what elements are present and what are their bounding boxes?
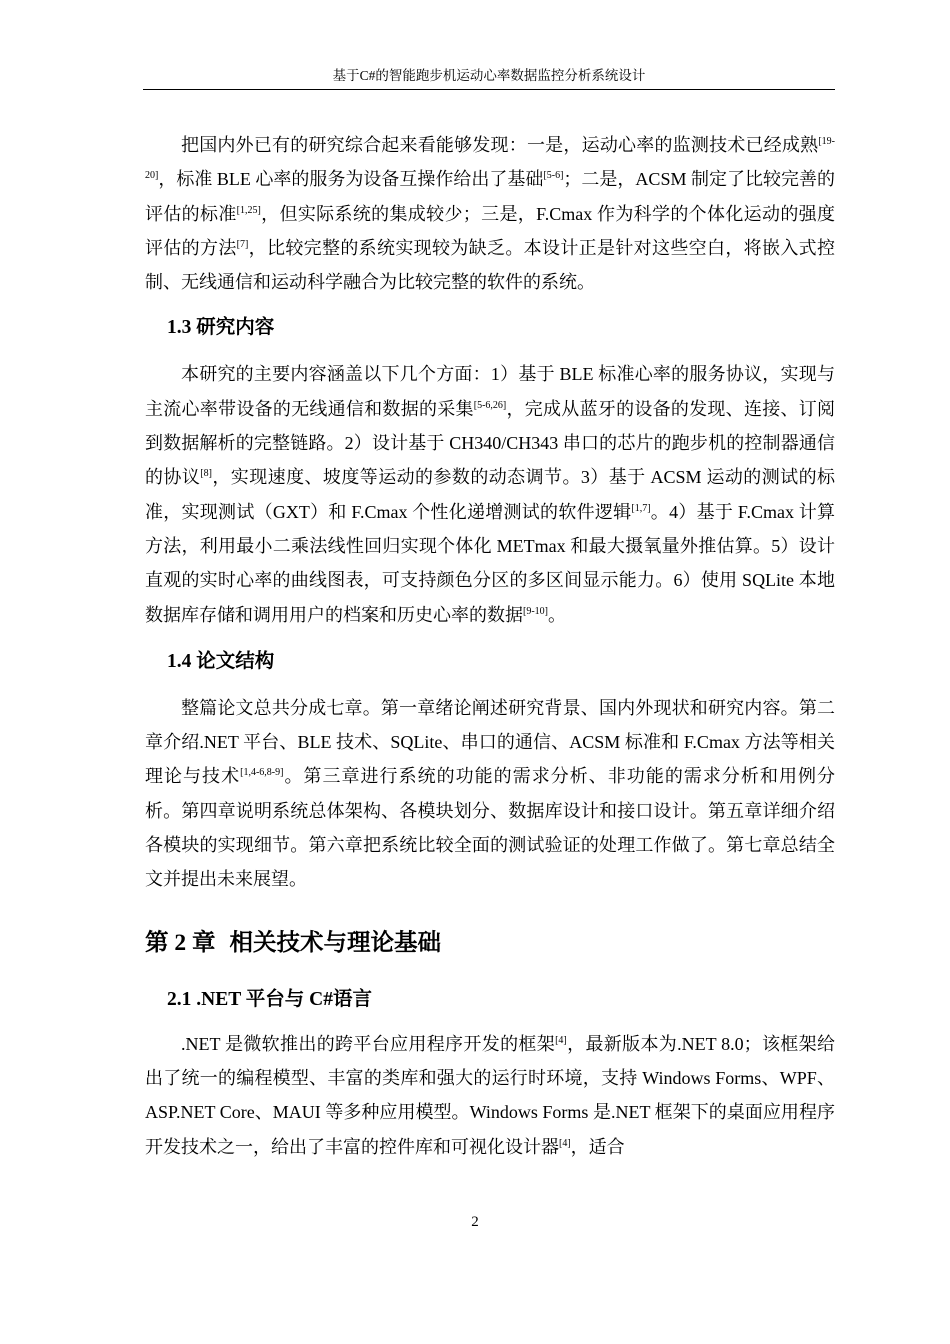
citation: [7] bbox=[236, 238, 249, 250]
chapter-title: 相关技术与理论基础 bbox=[229, 929, 441, 956]
citation: [1,7] bbox=[631, 502, 651, 514]
paragraph-research-content: 本研究的主要内容涵盖以下几个方面：1）基于 BLE 标准心率的服务协议，实现与主流心率带设备的无线通信和数据的采集[5-6,26]，完成从蓝牙的设备的发现、连接、订阅到数据解析的完整链路。2）设计基于 CH340/CH343 串口的芯片的跑步机的控制器通信的协议[8]，实现速度、坡度等运动的参数的动态调节。3）基于 ACSM 运动的测试的标准，实现测试（GXT）和 F.Cmax 个性化递增测试的软件逻辑[1,7]。4）基于 F.Cmax 计算方法，利用最小二乘法线性回归实现个体化 METmax 和最大摄氧量外推估算。5）设计直观的实时心率的曲线图表，可支持颜色分区的多区间显示能力。6）使用 SQLite 本地数据库存储和调用用户的档案和历史心率的数据[9-10]。 bbox=[145, 364, 835, 625]
paragraph-dotnet-platform: .NET 是微软推出的跨平台应用程序开发的框架[4]，最新版本为.NET 8.0；该框架给出了统一的编程模型、丰富的类库和强大的运行时环境，支持 Windows Forms、WPF、ASP.NET Core、MAUI 等多种应用模型。Windows Forms 是.NET 框架下的桌面应用程序开发技术之一，给出了丰富的控件库和可视化设计器[4]，适合 bbox=[145, 1033, 835, 1157]
paragraph-research-summary: 把国内外已有的研究综合起来看能够发现：一是，运动心率的监测技术已经成熟[19-20]，标准 BLE 心率的服务为设备互操作给出了基础[5-6]；二是，ACSM 制定了比较完善的评估的标准[1,25]，但实际系统的集成较少；三是，F.Cmax 作为科学的个体化运动的强度评估的方法[7]，比较完整的系统实现较为缺乏。本设计正是针对这些空白，将嵌入式控制、无线通信和运动科学融合为比较完整的软件的系统。 bbox=[145, 135, 836, 293]
citation: [19-20] bbox=[145, 136, 835, 182]
section-heading-2-1: 2.1 .NET 平台与 C#语言 bbox=[167, 988, 372, 1010]
chapter-number: 第 2 章 bbox=[145, 929, 216, 956]
page-number: 2 bbox=[471, 1214, 479, 1230]
citation: [5-6] bbox=[543, 170, 564, 182]
section-heading-1-3: 1.3 研究内容 bbox=[167, 317, 275, 339]
paragraph-thesis-structure: 整篇论文总共分成七章。第一章绪论阐述研究背景、国内外现状和研究内容。第二章介绍.NET 平台、BLE 技术、SQLite、串口的通信、ACSM 标准和 F.Cmax 方法等相关理论与技术[1,4-6,8-9]。第三章进行系统的功能的需求分析、非功能的需求分析和用例分析。第四章说明系统总体架构、各模块划分、数据库设计和接口设计。第五章详细介绍各模块的实现细节。第六章把系统比较全面的测试验证的处理工作做了。第七章总结全文并提出未来展望。 bbox=[145, 697, 836, 890]
chapter-heading-2 bbox=[145, 923, 835, 963]
citation: [4] bbox=[555, 1034, 567, 1046]
citation: [8] bbox=[200, 468, 212, 480]
citation: [1,4-6,8-9] bbox=[240, 767, 284, 779]
page-body bbox=[145, 128, 835, 1164]
citation: [5-6,26] bbox=[473, 399, 507, 411]
running-header: 基于C#的智能跑步机运动心率数据监控分析系统设计 bbox=[143, 66, 835, 90]
citation: [9-10] bbox=[523, 605, 548, 617]
citation: [1,25] bbox=[236, 204, 261, 216]
citation: [4] bbox=[559, 1137, 571, 1149]
section-heading-1-4: 1.4 论文结构 bbox=[167, 650, 275, 672]
